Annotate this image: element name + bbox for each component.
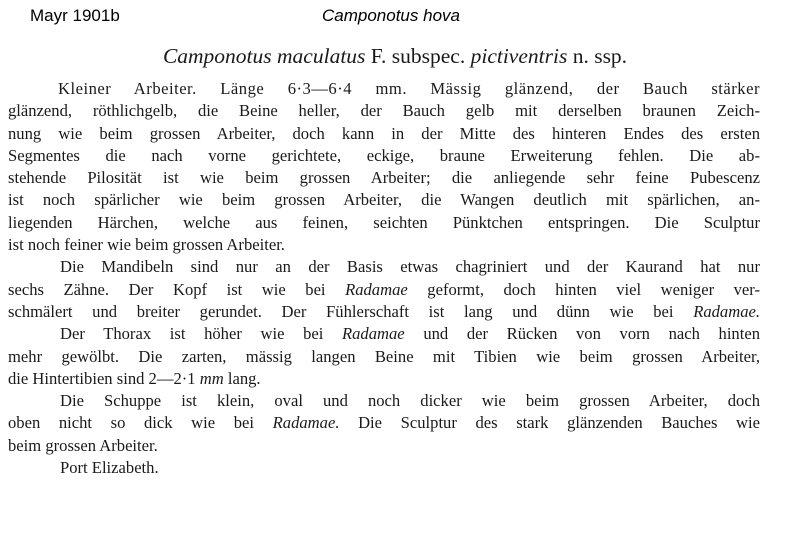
- taxon-label: Camponotus hova: [322, 6, 460, 25]
- taxon-reference: Radamae.: [693, 301, 761, 321]
- text-line: beim grossen Arbeiter.: [8, 435, 158, 455]
- unit: mm: [199, 368, 224, 388]
- title-subspecies: pictiventris: [470, 44, 568, 68]
- page-title: [0, 44, 790, 69]
- taxon-reference: Radamae: [342, 324, 405, 344]
- text-line: mehr gewölbt. Die zarten, mässig langen Beine mit Tibien wie beim grossen Arbeiter,: [8, 346, 760, 366]
- text-line: schmälert und breiter gerundet. Der Fühlerschaft ist lang und dünn wie bei Radamae.: [8, 301, 761, 321]
- taxon-reference: Radamae.: [272, 413, 340, 433]
- locality: Port Elizabeth.: [60, 458, 159, 478]
- title-status: n. ssp.: [572, 44, 628, 68]
- citation-label: Mayr 1901b: [30, 6, 120, 25]
- description-text: [8, 78, 760, 479]
- text-line: Die Mandibeln sind nur an der Basis etwas chagriniert und der Kaurand hat nur: [60, 257, 760, 277]
- text-line: oben nicht so dick wie bei Radamae. Die Sculptur des stark glänzenden Bauches wie: [8, 413, 761, 433]
- text-line: Die Schuppe ist klein, oval und noch dicker wie beim grossen Arbeiter, doch: [60, 391, 760, 411]
- text-line: liegenden Härchen, welche aus feinen, seichten Pünktchen entspringen. Die Sculptur: [8, 212, 760, 232]
- text-line: Kleiner Arbeiter. Länge 6·3—6·4 mm. Mässig glänzend, der Bauch stärker: [58, 79, 760, 98]
- title-genus-species: Camponotus maculatus: [162, 44, 366, 68]
- taxon-reference: Radamae: [345, 279, 408, 299]
- text-line: nung wie beim grossen Arbeiter, doch kann in der Mitte des hinteren Endes des ersten: [8, 123, 760, 143]
- text-line: glänzend, röthlichgelb, die Beine heller, der Bauch gelb mit derselben braunen Zeich-: [8, 101, 760, 121]
- text-line: ist noch spärlicher wie beim grossen Arbeiter, die Wangen deutlich mit spärlichen, an-: [8, 190, 760, 210]
- text-line: stehende Pilosität ist wie beim grossen Arbeiter; die anliegende sehr feine Pubescenz: [8, 168, 760, 188]
- text-line: Segmentes die nach vorne gerichtete, eckige, braune Erweiterung fehlen. Die ab-: [8, 145, 760, 165]
- title-rank: F. subspec.: [370, 44, 466, 68]
- text-line: ist noch feiner wie beim grossen Arbeiter.: [8, 235, 285, 255]
- text-line: sechs Zähne. Der Kopf ist wie bei Radamae geformt, doch hinten viel weniger ver-: [8, 279, 760, 299]
- text-line: Der Thorax ist höher wie bei Radamae und der Rücken von vorn nach hinten: [60, 324, 760, 344]
- text-line: die Hintertibien sind 2—2·1 mm lang.: [8, 368, 261, 388]
